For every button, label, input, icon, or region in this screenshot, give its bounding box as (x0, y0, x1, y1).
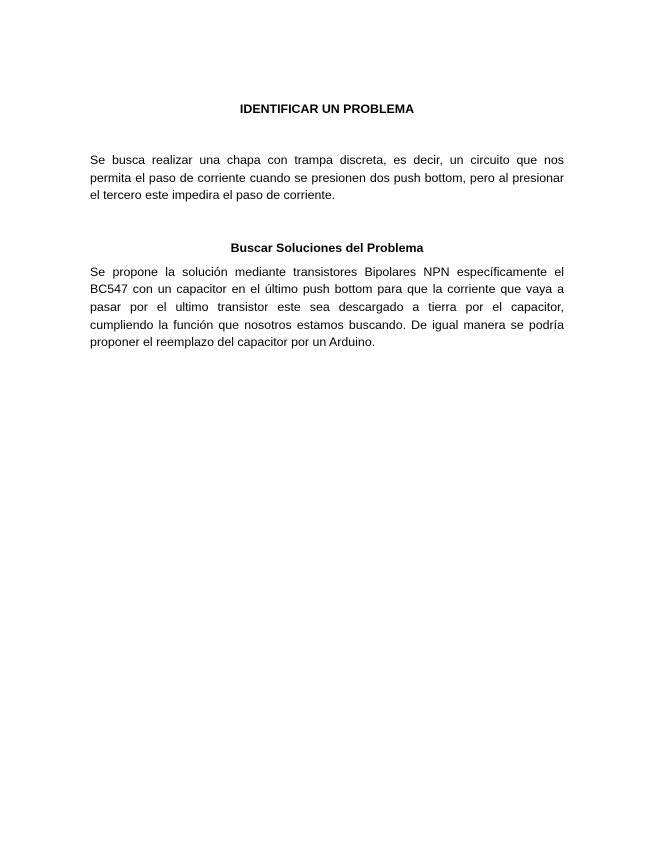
section-heading: Buscar Soluciones del Problema (230, 240, 424, 255)
intro-paragraph: Se busca realizar una chapa con trampa discreta, es decir, un circuito que nos permita el paso de corriente cuando se presionen dos push bottom, pero al presionar el tercero este impedira el paso de corriente. (90, 153, 564, 203)
page-content (90, 100, 564, 352)
document-title: IDENTIFICAR UN PROBLEMA (239, 102, 415, 116)
solution-paragraph: Se propone la solución mediante transistores Bipolares NPN específicamente el BC547 con un capacitor en el último push bottom para que la corriente que vaya a pasar por el ultimo transistor este sea descargado a tierra por el capacitor, cumpliendo la función que nosotros estamos buscando. De igual manera se podría proponer el reemplazo del capacitor por un Arduino. (90, 264, 564, 350)
